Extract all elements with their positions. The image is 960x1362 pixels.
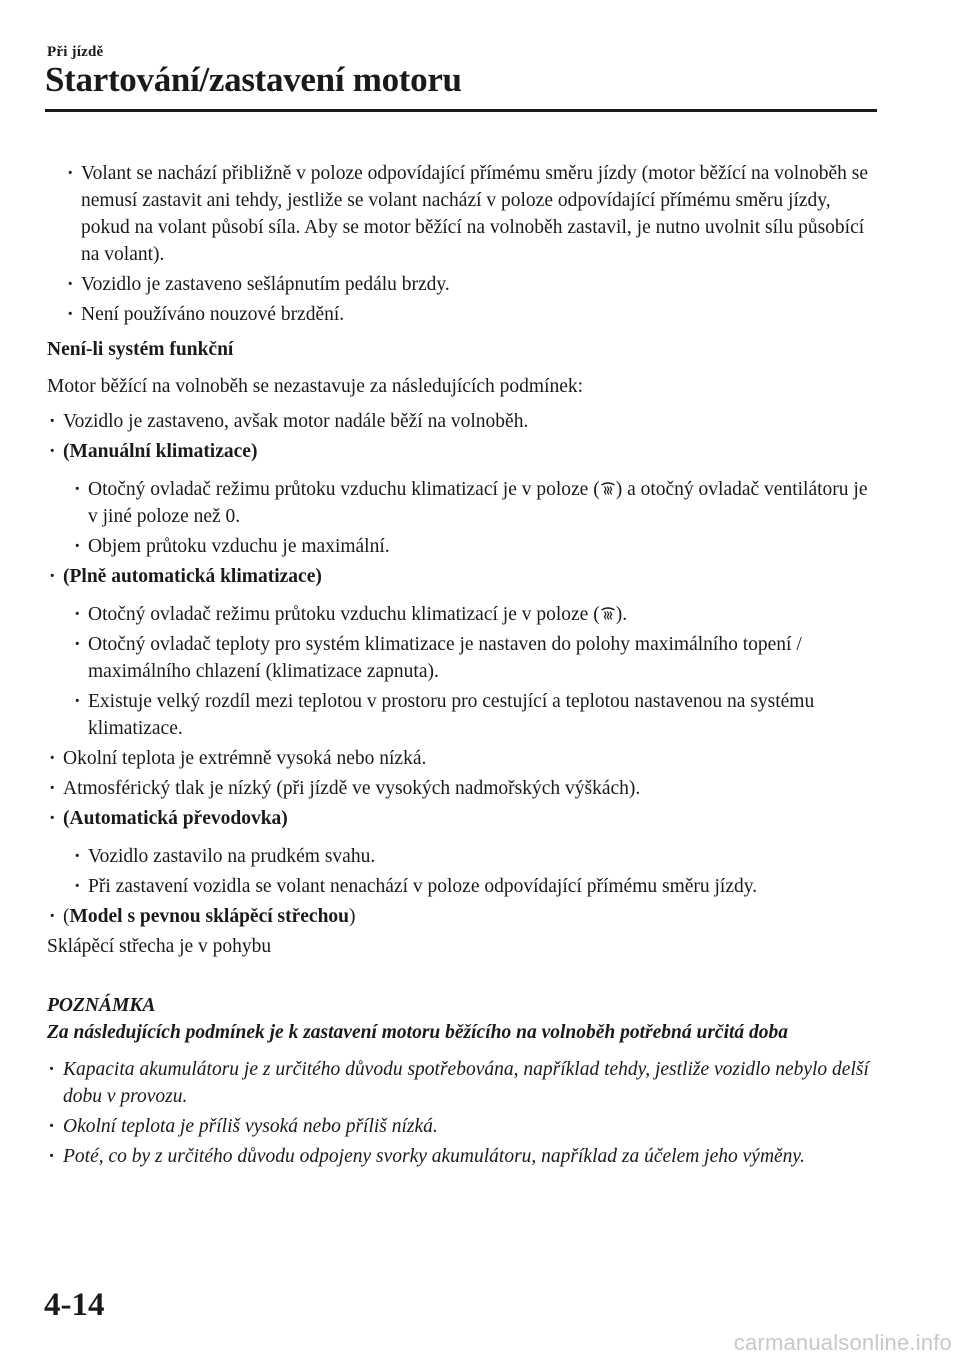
roof-paren-open: ( xyxy=(63,906,70,927)
roof-moving-text: Sklápěcí střecha je v pohybu xyxy=(47,936,272,957)
header-divider xyxy=(45,109,877,112)
sub-bullet-steep-slope: · Vozidlo zastavilo na prudkém svahu. xyxy=(72,843,882,870)
auto-airflow-text-end: ). xyxy=(615,604,628,625)
sub-bullet-auto-difference: · Existuje velký rozdíl mezi teplotou v prostoru pro cestující a teplotou nastavenou na systému klimatizace. xyxy=(72,688,882,742)
bullet-emergency-braking: · Není používáno nouzové brzdění. xyxy=(65,301,882,328)
section-intro: Motor běžící na volnoběh se nezastavuje za následujících podmínek: xyxy=(47,376,584,397)
bullet-engine-idle: · Vozidlo je zastaveno, avšak motor nadále běží na volnoběh. xyxy=(47,408,882,435)
windshield-defroster-icon xyxy=(600,605,616,621)
manual-airflow-text-start: Otočný ovladač režimu průtoku vzduchu klimatizací je v poloze ( xyxy=(88,479,600,500)
section-heading: Není-li systém funkční xyxy=(47,339,234,360)
roof-paren-close: ) xyxy=(349,906,356,927)
bullet-manual-ac-label: · (Manuální klimatizace) xyxy=(47,438,882,465)
bullet-retractable-roof xyxy=(47,903,882,930)
note-item-battery: · Kapacita akumulátoru je z určitého důvodu spotřebována, například tehdy, jestliže vozidlo nebylo delší dobu v provozu. xyxy=(47,1056,882,1110)
bullet-steering-position: · Volant se nachází přibližně v poloze odpovídající přímému směru jízdy (motor běžící na volnoběh se nemusí zastavit ani tehdy, jestliže se volant nachází v poloze odpovídající přímému směru jízdy, pokud na volant působí síla. Aby se motor běžící na volnoběh zastavil, je nutno uvolnit sílu působící na volant). xyxy=(65,160,882,268)
bullet-brake-pedal: · Vozidlo je zastaveno sešlápnutím pedálu brzdy. xyxy=(65,271,882,298)
sub-bullet-auto-temperature: · Otočný ovladač teploty pro systém klimatizace je nastaven do polohy maximálního topení / maximálního chlazení (klimatizace zapnuta). xyxy=(72,631,882,685)
sub-bullet-steering-not-straight: · Při zastavení vozidla se volant nenachází v poloze odpovídající přímému směru jízdy. xyxy=(72,873,882,900)
bullet-atmospheric-pressure: · Atmosférický tlak je nízký (při jízdě ve vysokých nadmořských výškách). xyxy=(47,775,882,802)
auto-airflow-text-start: Otočný ovladač režimu průtoku vzduchu klimatizací je v poloze ( xyxy=(88,604,600,625)
page-title: Startování/zastavení motoru xyxy=(45,60,462,99)
note-item-temperature: · Okolní teplota je příliš vysoká nebo příliš nízká. xyxy=(47,1113,882,1140)
sub-bullet-manual-volume: · Objem průtoku vzduchu je maximální. xyxy=(72,533,882,560)
bullet-auto-ac-label: · (Plně automatická klimatizace) xyxy=(47,563,882,590)
section-label: Při jízdě xyxy=(47,44,104,60)
note-heading: Za následujících podmínek je k zastavení motoru běžícího na volnoběh potřebná určitá doba xyxy=(47,1022,789,1043)
note-item-terminals: · Poté, co by z určitého důvodu odpojeny svorky akumulátoru, například za účelem jeho výměny. xyxy=(47,1143,882,1170)
page-number: 4-14 xyxy=(44,1287,105,1323)
note-title: POZNÁMKA xyxy=(47,995,156,1016)
page-content xyxy=(47,160,882,1173)
roof-label: Model s pevnou sklápěcí střechou xyxy=(69,906,350,927)
windshield-defroster-icon xyxy=(600,480,616,496)
bullet-auto-transmission-label: · (Automatická převodovka) xyxy=(47,805,882,832)
watermark: carmanualsonline.info xyxy=(733,1330,952,1355)
sub-bullet-auto-airflow xyxy=(72,601,882,628)
bullet-outside-temperature: · Okolní teplota je extrémně vysoká nebo nízká. xyxy=(47,745,882,772)
manual-airflow-text-end: ) a otočný ovladač ventilátoru je v jiné poloze než 0. xyxy=(88,479,868,527)
sub-bullet-manual-airflow xyxy=(72,476,882,530)
